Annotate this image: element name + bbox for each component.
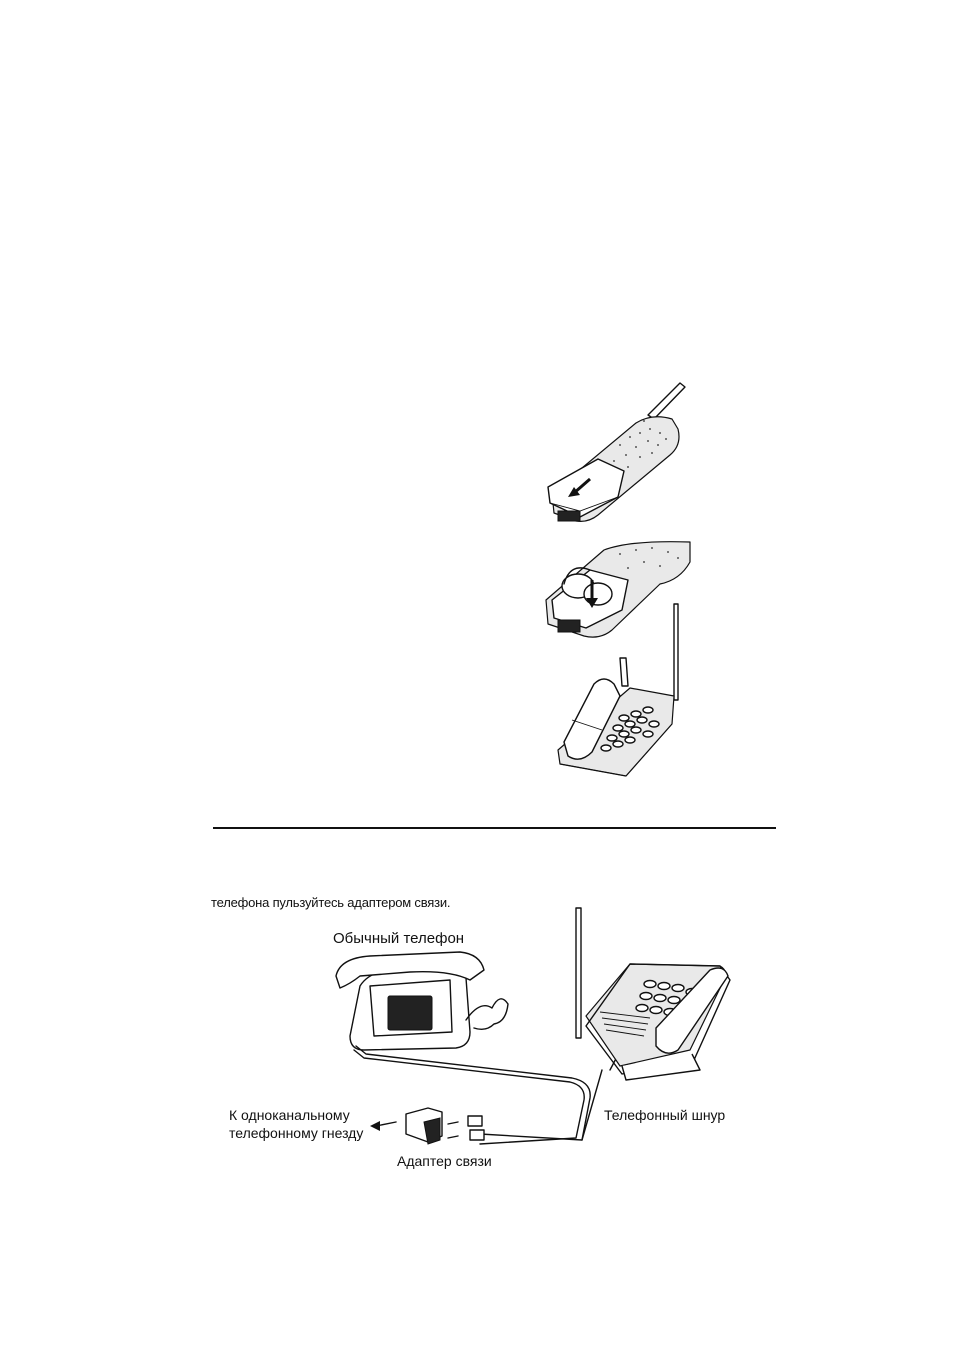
section-caption: телефона пульзуйтесь адаптером связи. [211, 895, 451, 910]
regular-phone-label: Обычный телефон [333, 930, 465, 947]
section-divider [213, 827, 776, 829]
base-with-handset-illustration [550, 600, 690, 785]
to-jack-label-line1: К одноканальному [229, 1107, 350, 1123]
phone-cord-label: Телефонный шнур [604, 1107, 726, 1123]
to-jack-label [229, 1106, 363, 1142]
handset-cover-illustration [540, 375, 700, 530]
adapter-label: Адаптер связи [397, 1153, 492, 1169]
to-jack-label-line2: телефонному гнезду [229, 1125, 364, 1141]
